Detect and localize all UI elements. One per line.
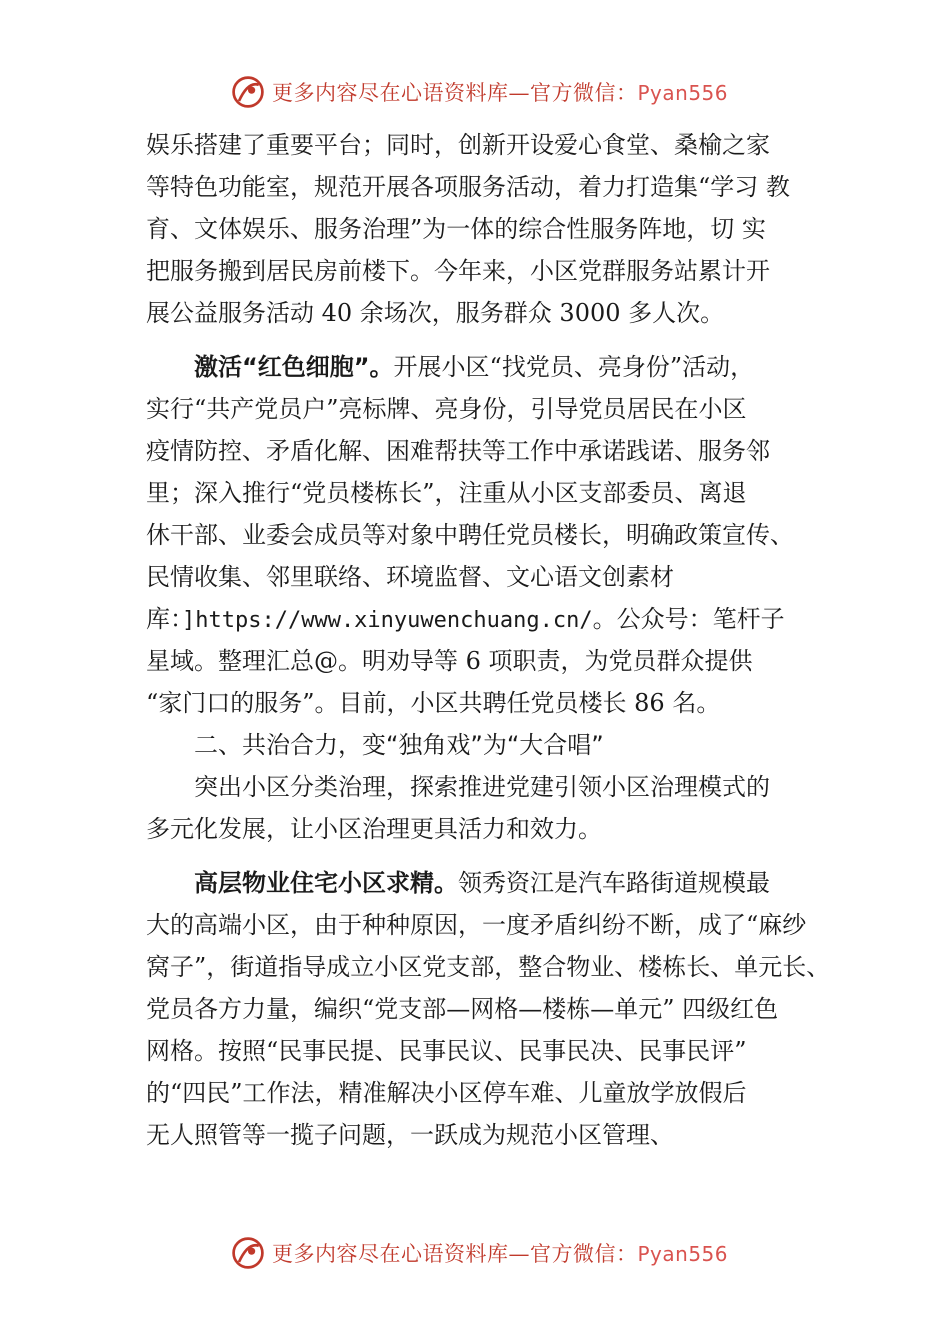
- text-line: 展公益服务活动 40 余场次，服务群众 3000 多人次。: [146, 299, 725, 327]
- text-line: 里；深入推行“党员楼栋长”，注重从小区支部委员、离退: [146, 479, 747, 507]
- text-line: 窝子”，街道指导成立小区党支部，整合物业、楼栋长、单元长、: [146, 953, 831, 981]
- text-line: [146, 598, 846, 640]
- footer-wechat-id: Pyan556: [637, 1242, 729, 1266]
- text-line: 疫情防控、矛盾化解、困难帮扶等工作中承诺践诺、服务邻: [146, 437, 770, 465]
- line-rest: 开展小区“找党员、亮身份”活动，: [393, 353, 755, 381]
- website-link[interactable]: ]https://www.xinyuwenchuang.cn/: [182, 608, 593, 633]
- text-line: 大的高端小区，由于种种原因，一度矛盾纠纷不断，成了“麻纱: [146, 911, 807, 939]
- section-heading: 二、共治合力，变“独角戏”为“大合唱”: [194, 731, 604, 759]
- header-banner-label: 更多内容尽在心语资料库—官方微信：: [272, 81, 638, 105]
- text-line: 实行“共产党员户”亮标牌、亮身份，引导党员居民在小区: [146, 395, 747, 423]
- text-line: 育、文体娱乐、服务治理”为一体的综合性服务阵地，切 实: [146, 215, 766, 243]
- text-line: 多元化发展，让小区治理更具活力和效力。: [146, 815, 602, 843]
- url-prefix: 库：: [146, 605, 182, 633]
- text-line: 休干部、业委会成员等对象中聘任党员楼长，明确政策宣传、: [146, 521, 794, 549]
- paragraph-1: [146, 124, 846, 334]
- header-banner-text: [272, 77, 728, 107]
- text-line: 的“四民”工作法，精准解决小区停车难、儿童放学放假后: [146, 1079, 747, 1107]
- text-line: [146, 346, 846, 388]
- line-rest: 领秀资江是汽车路街道规模最: [458, 869, 770, 897]
- text-line: “家门口的服务”。目前，小区共聘任党员楼长 86 名。: [146, 689, 721, 717]
- text-line: 等特色功能室，规范开展各项服务活动，着力打造集“学习 教: [146, 173, 790, 201]
- footer-banner-label: 更多内容尽在心语资料库—官方微信：: [272, 1242, 638, 1266]
- text-line: [146, 862, 846, 904]
- text-line: 把服务搬到居民房前楼下。今年来，小区党群服务站累计开: [146, 257, 770, 285]
- text-line: 党员各方力量，编织“党支部—网格—楼栋—单元” 四级红色: [146, 995, 779, 1023]
- brand-logo-icon: [230, 1235, 266, 1271]
- header-wechat-id: Pyan556: [637, 81, 729, 105]
- url-suffix: 。公众号：笔杆子: [592, 605, 785, 633]
- section-2: [146, 724, 846, 850]
- paragraph-2: [146, 346, 846, 724]
- text-line: 星域。整理汇总@。明劝导等 6 项职责，为党员群众提供: [146, 647, 753, 675]
- bold-lead: 高层物业住宅小区求精。: [194, 869, 458, 897]
- header-banner: [230, 72, 750, 112]
- text-line: 娱乐搭建了重要平台；同时，创新开设爱心食堂、桑榆之家: [146, 131, 770, 159]
- text-line: 无人照管等一揽子问题，一跃成为规范小区管理、: [146, 1121, 674, 1149]
- text-line: 民情收集、邻里联络、环境监督、文心语文创素材: [146, 563, 674, 591]
- text-line: 突出小区分类治理，探索推进党建引领小区治理模式的: [194, 773, 770, 801]
- text-line: 网格。按照“民事民提、民事民议、民事民决、民事民评”: [146, 1037, 747, 1065]
- brand-logo-icon: [230, 74, 266, 110]
- footer-banner: [230, 1233, 750, 1273]
- document-body: [146, 124, 846, 1156]
- paragraph-3: [146, 862, 846, 1156]
- footer-banner-text: [272, 1238, 728, 1268]
- bold-lead: 激活“红色细胞”。: [194, 353, 394, 381]
